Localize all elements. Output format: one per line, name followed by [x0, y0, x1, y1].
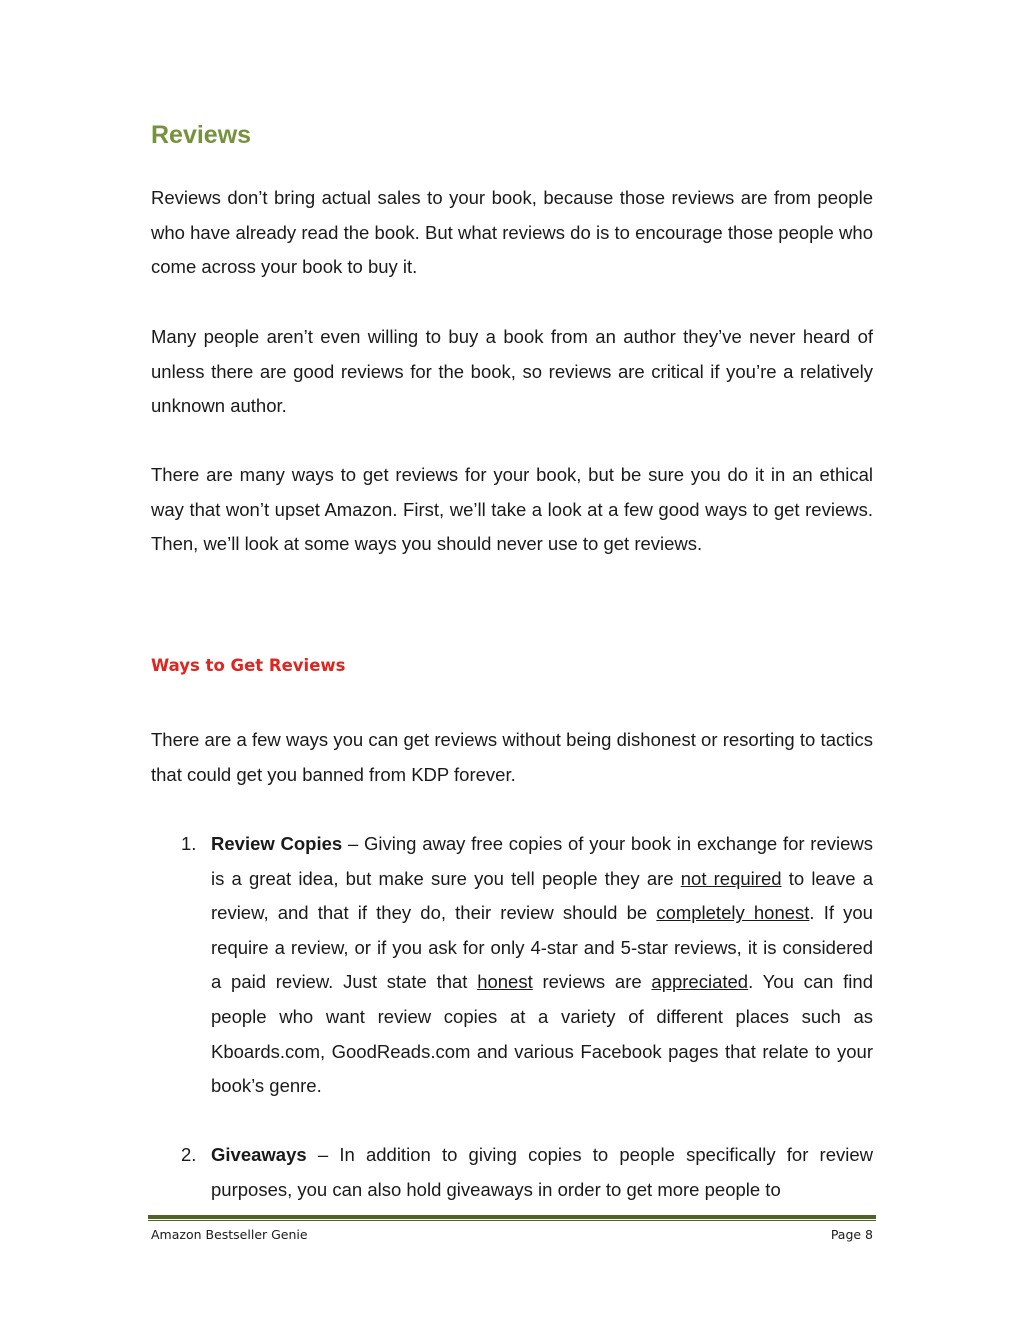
underlined-text: completely honest [656, 902, 810, 924]
list-item-title: Giveaways [211, 1144, 307, 1165]
list-item [151, 1138, 873, 1207]
underlined-text: honest [477, 971, 533, 993]
footer-title: Amazon Bestseller Genie [151, 1227, 308, 1242]
section-subheading: Ways to Get Reviews [151, 656, 346, 675]
list-text: to leave a review, and that if they do, their review should be [211, 867, 874, 924]
ways-list-continued [151, 1138, 873, 1207]
ways-list [151, 827, 873, 1104]
paragraph-unknown-author: Many people aren’t even willing to buy a book from an author they’ve never heard of unless there are good reviews for the book, so reviews are critical if you’re a relatively unknown author. [151, 326, 873, 417]
paragraph-intro: Reviews don’t bring actual sales to your book, because those reviews are from people who have already read the book. But what reviews do is to encourage those people who come across your book to buy it. [151, 187, 873, 278]
underlined-text: appreciated [651, 971, 749, 993]
list-text: . You can find people who want review copies at a variety of different places such as Kboards.com, GoodReads.com and various Facebook pages that relate to your book’s genre. [211, 971, 873, 1097]
page-heading: Reviews [151, 121, 252, 149]
list-text: reviews are [532, 971, 652, 993]
list-item [151, 827, 873, 1104]
list-number: 2. [181, 1144, 197, 1165]
list-text: – In addition to giving copies to people specifically for review purposes, you can also hold giveaways in order to get more people to [211, 1144, 873, 1200]
footer-rule-thin [148, 1220, 876, 1221]
underlined-text: not required [680, 867, 782, 889]
list-number: 1. [181, 833, 197, 854]
list-item-title: Review Copies [211, 833, 343, 854]
list-text: – Giving away free copies of your book in exchange for reviews is a great idea, but make sure you tell people they are [211, 833, 873, 889]
page-number: Page 8 [830, 1227, 873, 1242]
list-text: . If you require a review, or if you ask for only 4-star and 5-star reviews, it is considered a paid review. Just state that [211, 902, 873, 993]
footer-rule [148, 1215, 876, 1219]
paragraph-ethical-ways: There are many ways to get reviews for your book, but be sure you do it in an ethical way that won’t upset Amazon. First, we’ll take a look at a few good ways to get reviews. Then, we’ll look at some ways you should never use to get reviews. [151, 464, 873, 555]
paragraph-few-ways: There are a few ways you can get reviews without being dishonest or resorting to tactics that could get you banned from KDP forever. [151, 729, 873, 785]
